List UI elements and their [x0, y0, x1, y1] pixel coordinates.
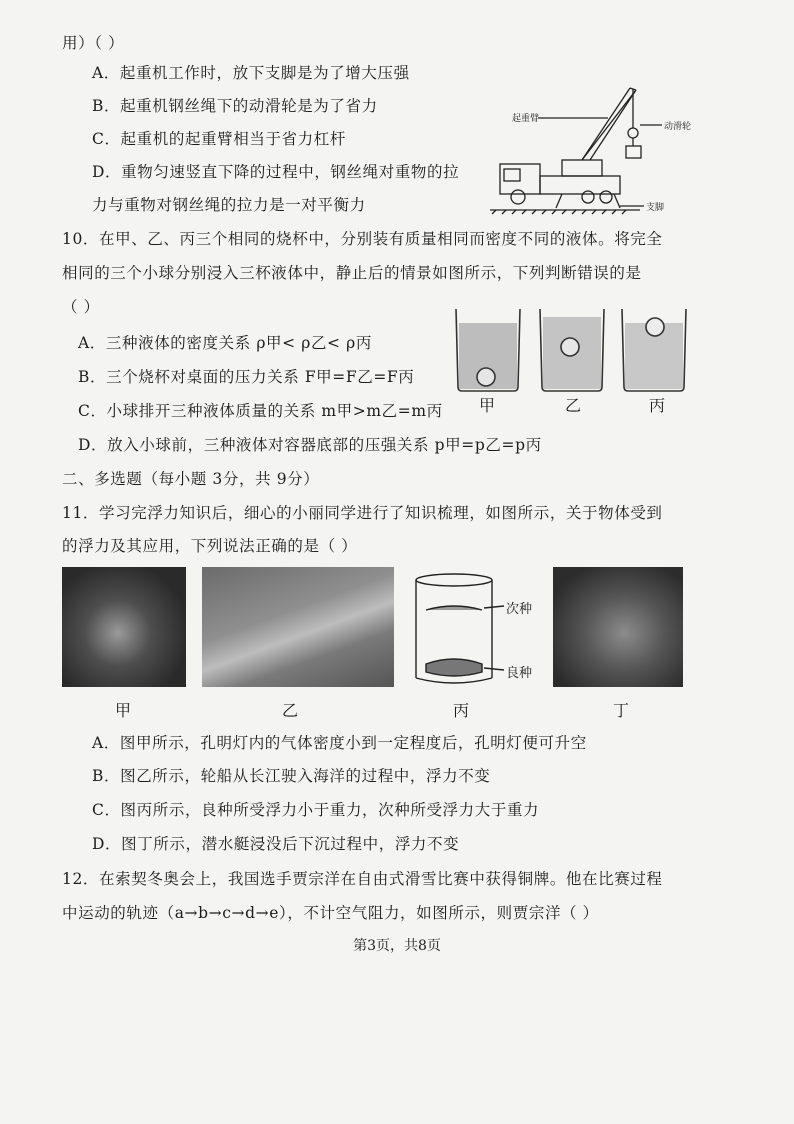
q9-tail: 用）（ ） — [62, 34, 125, 52]
image-label-bing: 丙 — [452, 701, 469, 720]
q11-option-b: B．图乙所示，轮船从长江驶入海洋的过程中，浮力不变 — [92, 767, 491, 785]
q10-option-c: C．小球排开三种液体质量的关系 m甲>m乙=m丙 — [78, 402, 443, 420]
q9-option-c: C．起重机的起重臂相当于省力杠杆 — [92, 130, 346, 148]
q11-option-c: C．图丙所示，良种所受浮力小于重力，次种所受浮力大于重力 — [92, 801, 540, 819]
ship-photo — [202, 567, 394, 687]
beakers-drawing — [450, 303, 700, 395]
q9-option-d-line1: D．重物匀速竖直下降的过程中，钢丝绳对重物的拉 — [92, 163, 460, 181]
beaker-label-jia: 甲 — [478, 396, 495, 415]
crane-label-pulley: 动滑轮 — [664, 122, 692, 132]
q11-stem-line2: 的浮力及其应用，下列说法正确的是（ ） — [62, 537, 358, 555]
q10-option-a: A．三种液体的密度关系 ρ甲< ρ乙< ρ丙 — [78, 334, 372, 352]
seed-beaker-figure — [412, 568, 552, 688]
section2-title: 二、多选题（每小题 3分，共 9分） — [62, 470, 320, 488]
crane-label-leg: 支脚 — [646, 203, 665, 213]
q12-stem-line1: 12．在索契冬奥会上，我国选手贾宗洋在自由式滑雪比赛中获得铜牌。他在比赛过程 — [62, 870, 663, 888]
q10-stem-line3: （ ） — [62, 298, 100, 316]
page-number: 第3页，共8页 — [353, 938, 441, 954]
q10-option-d: D．放入小球前，三种液体对容器底部的压强关系 p甲=p乙=p丙 — [78, 436, 542, 454]
image-label-yi: 乙 — [281, 701, 298, 720]
beakers-figure — [450, 303, 700, 415]
crane-drawing — [490, 80, 700, 220]
q9-option-a: A．起重机工作时，放下支脚是为了增大压强 — [92, 64, 410, 82]
q11-option-d: D．图丁所示，潜水艇浸没后下沉过程中，浮力不变 — [92, 835, 460, 853]
label-good-seed: 良种 — [506, 666, 533, 681]
image-label-ding: 丁 — [612, 701, 629, 720]
q9-option-d-line2: 力与重物对钢丝绳的拉力是一对平衡力 — [92, 196, 366, 214]
crane-figure — [490, 80, 700, 220]
label-inferior-seed: 次种 — [506, 602, 533, 617]
submarine-photo — [553, 567, 683, 687]
q9-option-b: B．起重机钢丝绳下的动滑轮是为了省力 — [92, 97, 378, 115]
q10-stem-line1: 10．在甲、乙、丙三个相同的烧杯中，分别装有质量相同而密度不同的液体。将完全 — [62, 230, 663, 248]
q11-option-a: A．图甲所示，孔明灯内的气体密度小到一定程度后，孔明灯便可升空 — [92, 734, 587, 752]
q10-stem-line2: 相同的三个小球分别浸入三杯液体中，静止后的情景如图所示，下列判断错误的是 — [62, 264, 642, 282]
q12-stem-line2: 中运动的轨迹（a→b→c→d→e），不计空气阻力，如图所示，则贾宗洋（ ） — [62, 904, 599, 922]
image-label-jia: 甲 — [114, 701, 131, 720]
q10-option-b: B．三个烧杯对桌面的压力关系 F甲=F乙=F丙 — [78, 368, 415, 386]
q11-stem-line1: 11．学习完浮力知识后，细心的小丽同学进行了知识梳理，如图所示，关于物体受到 — [62, 504, 663, 522]
beaker-label-yi: 乙 — [564, 396, 581, 415]
crane-label-arm: 起重臂 — [512, 114, 540, 124]
beaker-label-bing: 丙 — [648, 396, 665, 415]
kongming-lantern-photo — [62, 567, 186, 687]
